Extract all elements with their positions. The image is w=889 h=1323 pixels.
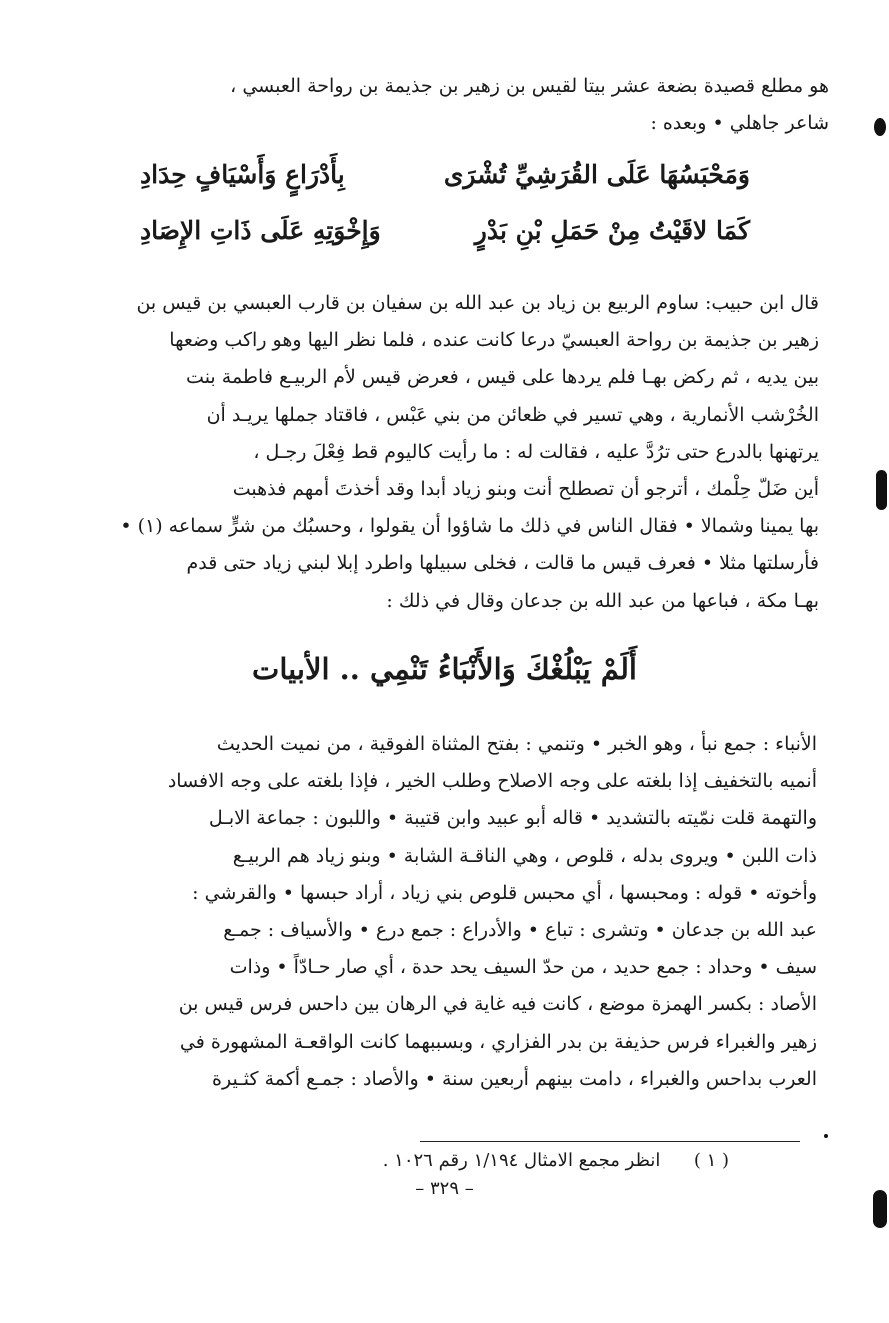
glossary-paragraph [75,726,817,1098]
text-line: بين يديه ، ثم ركض بهـا فلم يردها على قيس ، فعرض قيس لأم الربيـع فاطمة بنت [186,366,819,389]
text-line: الأنباء : جمع نبأ ، وهو الخبر • وتنمي : بفتح المثناة الفوقية ، من نميت الحديث [216,733,817,755]
text-line: يرتهنها بالدرع حتى ترُدَّ عليه ، فقالت له : ما رأيت كاليوم قط فِعْلَ رجـل ، [253,440,819,463]
footnote-marker: ( ١ ) [693,1150,729,1171]
text-line: بها يمينا وشمالا • فقال الناس في ذلك ما شاؤوا أن يقولوا ، وحسبُك من شرٍّ سماعه (١) • [120,515,819,538]
verse-row [130,160,750,200]
text-line: وأخوته • قوله : ومحبسها ، أي محبس قلوص بني زياد ، أراد حبسها • والقرشي : [192,881,817,904]
verse-row [130,216,750,256]
intro-paragraph [69,68,829,142]
footnote [383,1150,729,1171]
text-line: عبد الله بن جدعان • وتشرى : تباع • والأدراع : جمع درع • والأسياف : جمـع [223,919,817,942]
text-line: سيف • وحداد : جمع حديد ، من حدّ السيف يحد حدة ، أي صار حـادّاً • وذات [229,956,817,979]
footnote-divider [420,1141,800,1142]
text-line: زهير والغبراء فرس حذيفة بن بدر الفزاري ، وبسببهما كانت الواقعـة المشهورة في [179,1030,817,1053]
text-line: بهـا مكة ، فباعها من عبد الله بن جدعان وقال في ذلك : [386,589,819,612]
scan-blot [876,470,887,510]
text-line: شاعر جاهلي • وبعده : [650,112,829,135]
scan-blot [824,1134,828,1138]
verse-second-hemistich: وَإِخْوَتِهِ عَلَى ذَاتِ الإِصَادِ [140,216,381,245]
text-line: أين ضَلّ حِلْمك ، أترجو أن تصطلح أنت وبنو زياد أبدا وقد أخذتَ أمهم فذهبت [232,478,819,501]
text-line: ذات اللبن • ويروى بدله ، قلوص ، وهي الناقـة الشابة • وبنو زياد هم الربيـع [232,844,817,867]
verse-first-hemistich: كَمَا لاقَيْتُ مِنْ حَمَلِ بْنِ بَدْرٍ [474,216,750,245]
text-line: الخُرْشب الأنمارية ، وهي تسير في ظعائن من بني عَبْس ، فاقتاد جملها يريـد أن [206,403,819,426]
text-line: الأصاد : بكسر الهمزة موضع ، كانت فيه غاية في الرهان بين داحس فرس قيس بن [178,993,817,1016]
text-line: فأرسلتها مثلا • فعرف قيس ما قالت ، فخلى سبيلها واطرد إبلا لبني زياد حتى قدم [186,552,819,575]
footnote-text: انظر مجمع الامثال ١/١٩٤ رقم ١٠٢٦ . [382,1150,661,1171]
text-line: العرب بداحس والغبراء ، دامت بينهم أربعين سنة • والأصاد : جمـع أكمة كثـيرة [212,1067,817,1090]
verse-first-hemistich: وَمَحْبَسُهَا عَلَى القُرَشِيِّ تُشْرَى [443,160,750,189]
scan-blot [873,1190,887,1228]
page-number: – ٣٢٩ – [415,1178,474,1199]
text-line: هو مطلع قصيدة بضعة عشر بيتا لقيس بن زهير بن جذيمة بن رواحة العبسي ، [230,75,829,97]
text-line: والتهمة قلت نمّيته بالتشديد • قاله أبو عبيد وابن قتيبة • واللبون : جماعة الابـل [208,807,817,830]
story-paragraph [74,285,819,620]
cited-verse: أَلَمْ يَبْلُغْكَ وَالأَنْبَاءُ تَنْمِي .. الأبيات [252,652,637,686]
text-line: زهير بن جذيمة بن رواحة العبسيّ درعا كانت عنده ، فلما نظر اليها وهو راكب وضعها [169,329,819,352]
verse-second-hemistich: بِأَدْرَاعٍ وَأَسْيَافٍ حِدَادِ [140,160,345,189]
text-line: أنميه بالتخفيف إذا بلغته على وجه الاصلاح وطلب الخير ، فإذا بلغته على وجه الافساد [167,770,817,793]
scan-blot [874,118,886,136]
text-line: قال ابن حبيب: ساوم الربيع بن زياد بن عبد الله بن سفيان بن قارب العبسي بن قيس بن [136,292,819,314]
